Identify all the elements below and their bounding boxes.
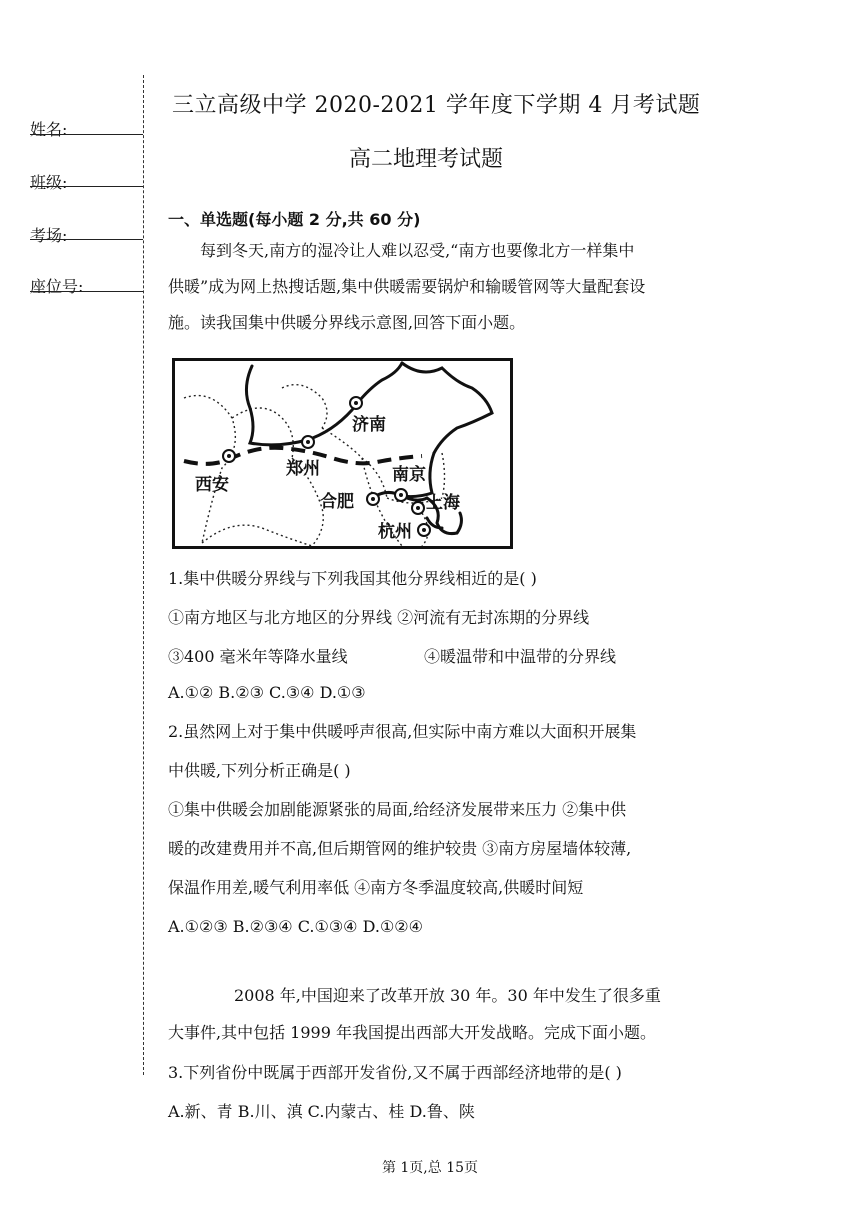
page-title: 三立高级中学 2020-2021 学年度下学期 4 月考试题 <box>172 93 701 118</box>
name-label: 姓名: <box>30 120 68 139</box>
question-2-line: 暖的改建费用并不高,但后期管网的维护较贵 ③南方房屋墙体较薄, <box>168 839 632 858</box>
intro-line: 供暖”成为网上热搜话题,集中供暖需要锅炉和输暖管网等大量配套设 <box>168 277 646 296</box>
section-heading: 一、单选题(每小题 2 分,共 60 分) <box>168 210 421 229</box>
heating-boundary-map <box>172 358 514 550</box>
question-2-line: ①集中供暖会加剧能源紧张的局面,给经济发展带来压力 ②集中供 <box>168 800 627 819</box>
class-label: 班级: <box>30 173 68 192</box>
question-3-stem: 3.下列省份中既属于西部开发省份,又不属于西部经济地带的是( ) <box>168 1063 622 1082</box>
page-footer: 第 1页,总 15页 <box>381 1160 479 1176</box>
seat-label: 座位号: <box>30 277 84 296</box>
intro-paragraph <box>168 233 696 341</box>
question-1-choices: A.①② B.②③ C.③④ D.①③ <box>168 683 366 702</box>
page-subtitle: 高二地理考试题 <box>349 147 504 172</box>
room-field[interactable] <box>30 239 143 240</box>
map-label-hefei: 合肥 <box>320 492 354 512</box>
passage-2-line: 大事件,其中包括 1999 年我国提出西部大开发战略。完成下面小题。 <box>168 1023 656 1042</box>
question-1-option-3: ③400 毫米年等降水量线 <box>168 647 348 666</box>
intro-line: 每到冬天,南方的湿冷让人难以忍受,“南方也要像北方一样集中 <box>200 241 635 260</box>
seat-field[interactable] <box>30 291 143 292</box>
question-1-options-line-1: ①南方地区与北方地区的分界线 ②河流有无封冻期的分界线 <box>168 608 590 627</box>
question-2-line: 中供暖,下列分析正确是( ) <box>168 761 351 780</box>
room-label: 考场: <box>30 226 68 245</box>
question-1-stem: 1.集中供暖分界线与下列我国其他分界线相近的是( ) <box>168 569 537 588</box>
question-2-choices: A.①②③ B.②③④ C.①③④ D.①②④ <box>168 917 423 936</box>
map-label-shanghai: 上海 <box>426 493 460 513</box>
map-label-zhengzhou: 郑州 <box>286 459 320 479</box>
question-2-line: 保温作用差,暖气利用率低 ④南方冬季温度较高,供暖时间短 <box>168 878 584 897</box>
passage-2 <box>168 977 696 1051</box>
class-field[interactable] <box>30 186 143 187</box>
passage-2-line: 2008 年,中国迎来了改革开放 30 年。30 年中发生了很多重 <box>234 986 661 1005</box>
map-label-xian: 西安 <box>195 475 229 495</box>
map-label-hangzhou: 杭州 <box>378 522 412 542</box>
map-label-jinan: 济南 <box>352 415 386 435</box>
intro-line: 施。读我国集中供暖分界线示意图,回答下面小题。 <box>168 313 526 332</box>
question-2-line: 2.虽然网上对于集中供暖呼声很高,但实际中南方难以大面积开展集 <box>168 722 637 741</box>
question-2 <box>168 712 696 907</box>
name-field[interactable] <box>30 134 143 135</box>
question-3-choices: A.新、青 B.川、滇 C.内蒙古、桂 D.鲁、陕 <box>168 1102 475 1121</box>
map-label-nanjing: 南京 <box>392 465 426 485</box>
binding-dashed-line <box>143 75 144 1075</box>
question-1-option-4: ④暖温带和中温带的分界线 <box>424 647 617 666</box>
